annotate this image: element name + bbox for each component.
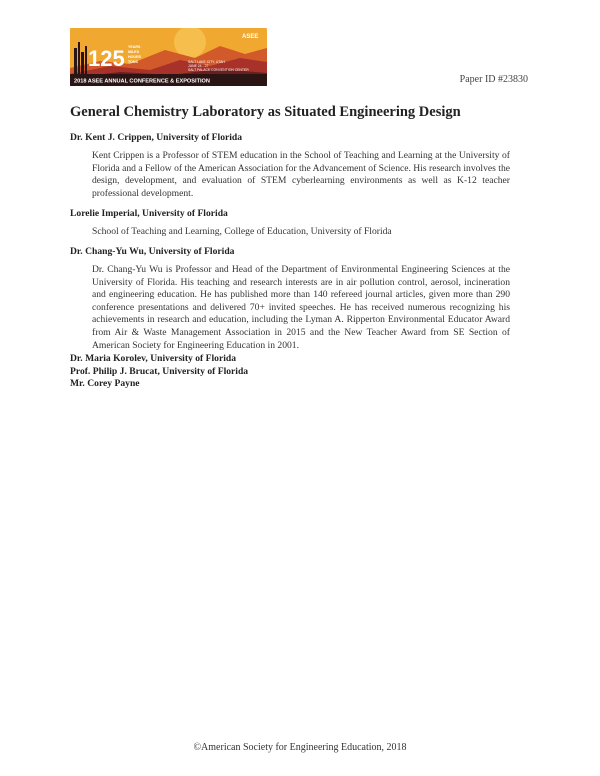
additional-author: Dr. Maria Korolev, University of Florida <box>70 353 237 364</box>
banner-big-number: 125 <box>88 46 125 71</box>
additional-author: Prof. Philip J. Brucat, University of Florida <box>70 365 249 377</box>
additional-author: Mr. Corey Payne <box>70 378 140 390</box>
banner-conference-title: 2018 ASEE ANNUAL CONFERENCE & EXPOSITION <box>74 78 210 85</box>
banner-small-line: HOURS <box>128 55 141 59</box>
banner-tagline: SALT PALACE CONVENTION CENTER <box>188 68 249 72</box>
author-name: Dr. Kent J. Crippen, University of Florida <box>70 132 243 143</box>
paper-id: Paper ID #23830 <box>459 74 528 85</box>
author-name: Dr. Chang-Yu Wu, University of Florida <box>70 246 235 257</box>
author-bio: Dr. Chang-Yu Wu is Professor and Head of the Department of Environmental Engineering Sciences at the University of Florida. His teaching and research interests are in air pollution control, aerosol, incineration and engineering education. He has published more than 140 refereed journal articles, given more than 290 conference presentations and delivered 70+ invited speeches. He has received numerous recognizing his achievements in research and education, including the Lyman A. Ripperton Environmental Educator Award from Air & Waste Management Association in 2015 and the New Teacher Award from SE Section of American Society for Engineering Education in 2001. <box>92 264 510 351</box>
additional-authors <box>70 353 248 391</box>
copyright-footer: ©American Society for Engineering Education, 2018 <box>193 742 407 753</box>
banner-small-line: TONS <box>128 60 138 64</box>
conference-banner <box>70 28 267 86</box>
author-name: Lorelie Imperial, University of Florida <box>70 208 228 219</box>
banner-small-line: MILES <box>128 50 139 54</box>
author-bio: School of Teaching and Learning, College of Education, University of Florida <box>92 226 392 237</box>
banner-tagline: JUNE 24 - 27 <box>188 64 209 68</box>
author-bio: Kent Crippen is a Professor of STEM education in the School of Teaching and Learning at the University of Florida and a Fellow of the American Association for the Advancement of Science. His research involves the design, development, and evaluation of STEM cyberlearning environments as well as K-12 teacher professional development. <box>92 150 511 199</box>
banner-small-line: YEARS <box>128 45 141 49</box>
page-title: General Chemistry Laboratory as Situated Engineering Design <box>70 104 461 120</box>
asee-badge: ASEE <box>242 34 259 40</box>
banner-tagline: SALT LAKE CITY, UTAH <box>188 60 225 64</box>
